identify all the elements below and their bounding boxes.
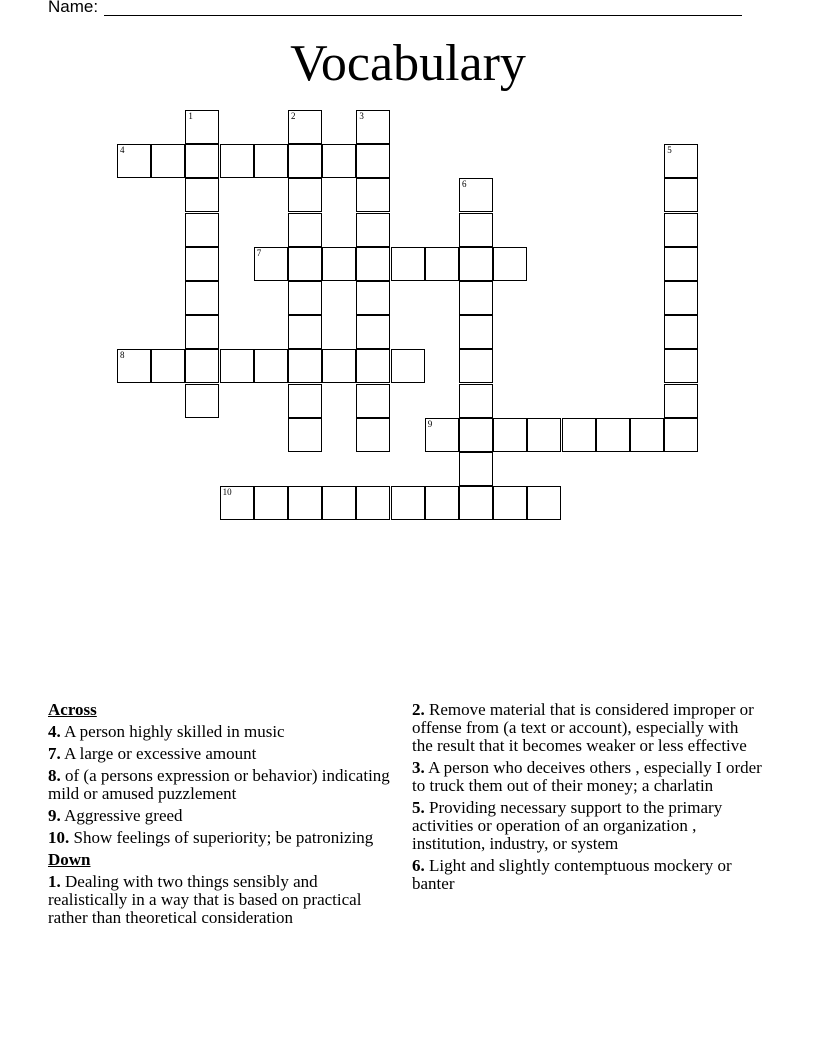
crossword-cell[interactable] [562,418,596,452]
crossword-cell[interactable] [220,144,254,178]
crossword-cell[interactable] [288,486,322,520]
clues-column-right [412,701,762,897]
crossword-cell[interactable] [459,486,493,520]
crossword-cell[interactable] [288,281,322,315]
crossword-cell[interactable] [356,213,390,247]
crossword-cell[interactable] [254,247,288,281]
crossword-cell[interactable] [391,247,425,281]
clue-down-6: 6. Light and slightly contemptuous mockery or banter [412,856,732,893]
crossword-cell[interactable] [596,418,630,452]
crossword-cell[interactable] [664,247,698,281]
crossword-cell[interactable] [288,418,322,452]
cell-number-1: 1 [188,111,193,121]
crossword-cell[interactable] [151,144,185,178]
crossword-cell[interactable] [288,213,322,247]
crossword-cell[interactable] [356,384,390,418]
crossword-cell[interactable] [425,418,459,452]
down-heading: Down [48,850,91,869]
crossword-cell[interactable] [391,349,425,383]
crossword-cell[interactable] [527,486,561,520]
crossword-cell[interactable] [185,281,219,315]
cell-number-5: 5 [667,145,672,156]
crossword-cell[interactable] [425,486,459,520]
cell-number-7: 7 [256,247,262,258]
crossword-cell[interactable] [185,144,219,178]
crossword-cell[interactable] [185,384,219,418]
crossword-cell[interactable] [288,247,322,281]
crossword-cell[interactable] [493,247,527,281]
crossword-cell[interactable] [664,213,698,247]
crossword-cell[interactable] [322,349,356,383]
crossword-cell[interactable] [356,178,390,212]
crossword-cell[interactable] [493,486,527,520]
crossword-cell[interactable] [185,315,219,349]
across-heading: Across [48,700,97,719]
crossword-cell[interactable] [425,247,459,281]
crossword-cell[interactable] [220,349,254,383]
crossword-cell[interactable] [664,315,698,349]
crossword-cell[interactable] [254,144,288,178]
crossword-cell[interactable] [459,281,493,315]
crossword-cell[interactable] [185,178,219,212]
crossword-cell[interactable] [356,418,390,452]
page-title: Vocabulary [290,35,526,92]
cell-number-8: 8 [120,350,125,361]
crossword-cell[interactable] [356,110,390,144]
crossword-cell[interactable] [288,315,322,349]
clue-across-9: 9. Aggressive greed [48,806,183,825]
crossword-cell[interactable] [117,144,151,178]
crossword-cell[interactable] [664,281,698,315]
crossword-cell[interactable] [459,349,493,383]
crossword-cell[interactable] [664,178,698,212]
crossword-cell[interactable] [356,247,390,281]
crossword-cell[interactable] [459,247,493,281]
crossword-cell[interactable] [664,349,698,383]
crossword-cell[interactable] [288,110,322,144]
cell-number-4: 4 [120,145,125,156]
crossword-cell[interactable] [220,486,254,520]
crossword-cell[interactable] [356,315,390,349]
crossword-cell[interactable] [664,384,698,418]
clue-down-2: 2. Remove material that is considered improper or offense from (a text or account), especially with the result that it becomes weaker or less effective [412,700,754,755]
crossword-cell[interactable] [185,247,219,281]
crossword-cell[interactable] [288,384,322,418]
crossword-cell[interactable] [322,144,356,178]
clue-across-10: 10. Show feelings of superiority; be patronizing [48,828,374,847]
crossword-cell[interactable] [356,349,390,383]
crossword-cell[interactable] [493,418,527,452]
clue-across-7: 7. A large or excessive amount [48,744,257,763]
crossword-cell[interactable] [527,418,561,452]
crossword-cell[interactable] [664,418,698,452]
clue-down-3: 3. A person who deceives others , especially I order to truck them out of their money; a charlatin [412,758,762,795]
crossword-cell[interactable] [664,144,698,178]
crossword-cell[interactable] [459,384,493,418]
crossword-cell[interactable] [322,247,356,281]
crossword-cell[interactable] [151,349,185,383]
crossword-cell[interactable] [185,213,219,247]
crossword-cell[interactable] [391,486,425,520]
crossword-cell[interactable] [459,418,493,452]
crossword-cell[interactable] [322,486,356,520]
crossword-cell[interactable] [288,349,322,383]
clues-column-left [48,701,398,931]
crossword-cell[interactable] [459,452,493,486]
cell-number-3: 3 [359,111,364,121]
cell-number-9: 9 [427,418,433,429]
crossword-cell[interactable] [459,178,493,212]
crossword-cell[interactable] [459,315,493,349]
clue-down-5: 5. Providing necessary support to the primary activities or operation of an organization , institution, industry, or system [412,798,723,853]
clue-across-8: 8. of (a persons expression or behavior) indicating mild or amused puzzlement [48,766,390,803]
crossword-cell[interactable] [117,349,151,383]
crossword-cell[interactable] [288,178,322,212]
clue-down-1: 1. Dealing with two things sensibly and realistically in a way that is based on practical rather than theoretical consideration [48,872,362,927]
crossword-cell[interactable] [185,110,219,144]
crossword-cell[interactable] [288,144,322,178]
crossword-cell[interactable] [185,349,219,383]
crossword-cell[interactable] [356,281,390,315]
crossword-cell[interactable] [356,144,390,178]
crossword-cell[interactable] [356,486,390,520]
cell-number-6: 6 [462,179,467,190]
cell-number-10: 10 [222,487,232,498]
name-label: Name: [48,0,99,16]
crossword-cell[interactable] [459,213,493,247]
crossword-cell[interactable] [630,418,664,452]
clue-across-4: 4. A person highly skilled in music [48,722,285,741]
crossword-cell[interactable] [254,349,288,383]
cell-number-2: 2 [291,111,296,121]
crossword-cell[interactable] [254,486,288,520]
